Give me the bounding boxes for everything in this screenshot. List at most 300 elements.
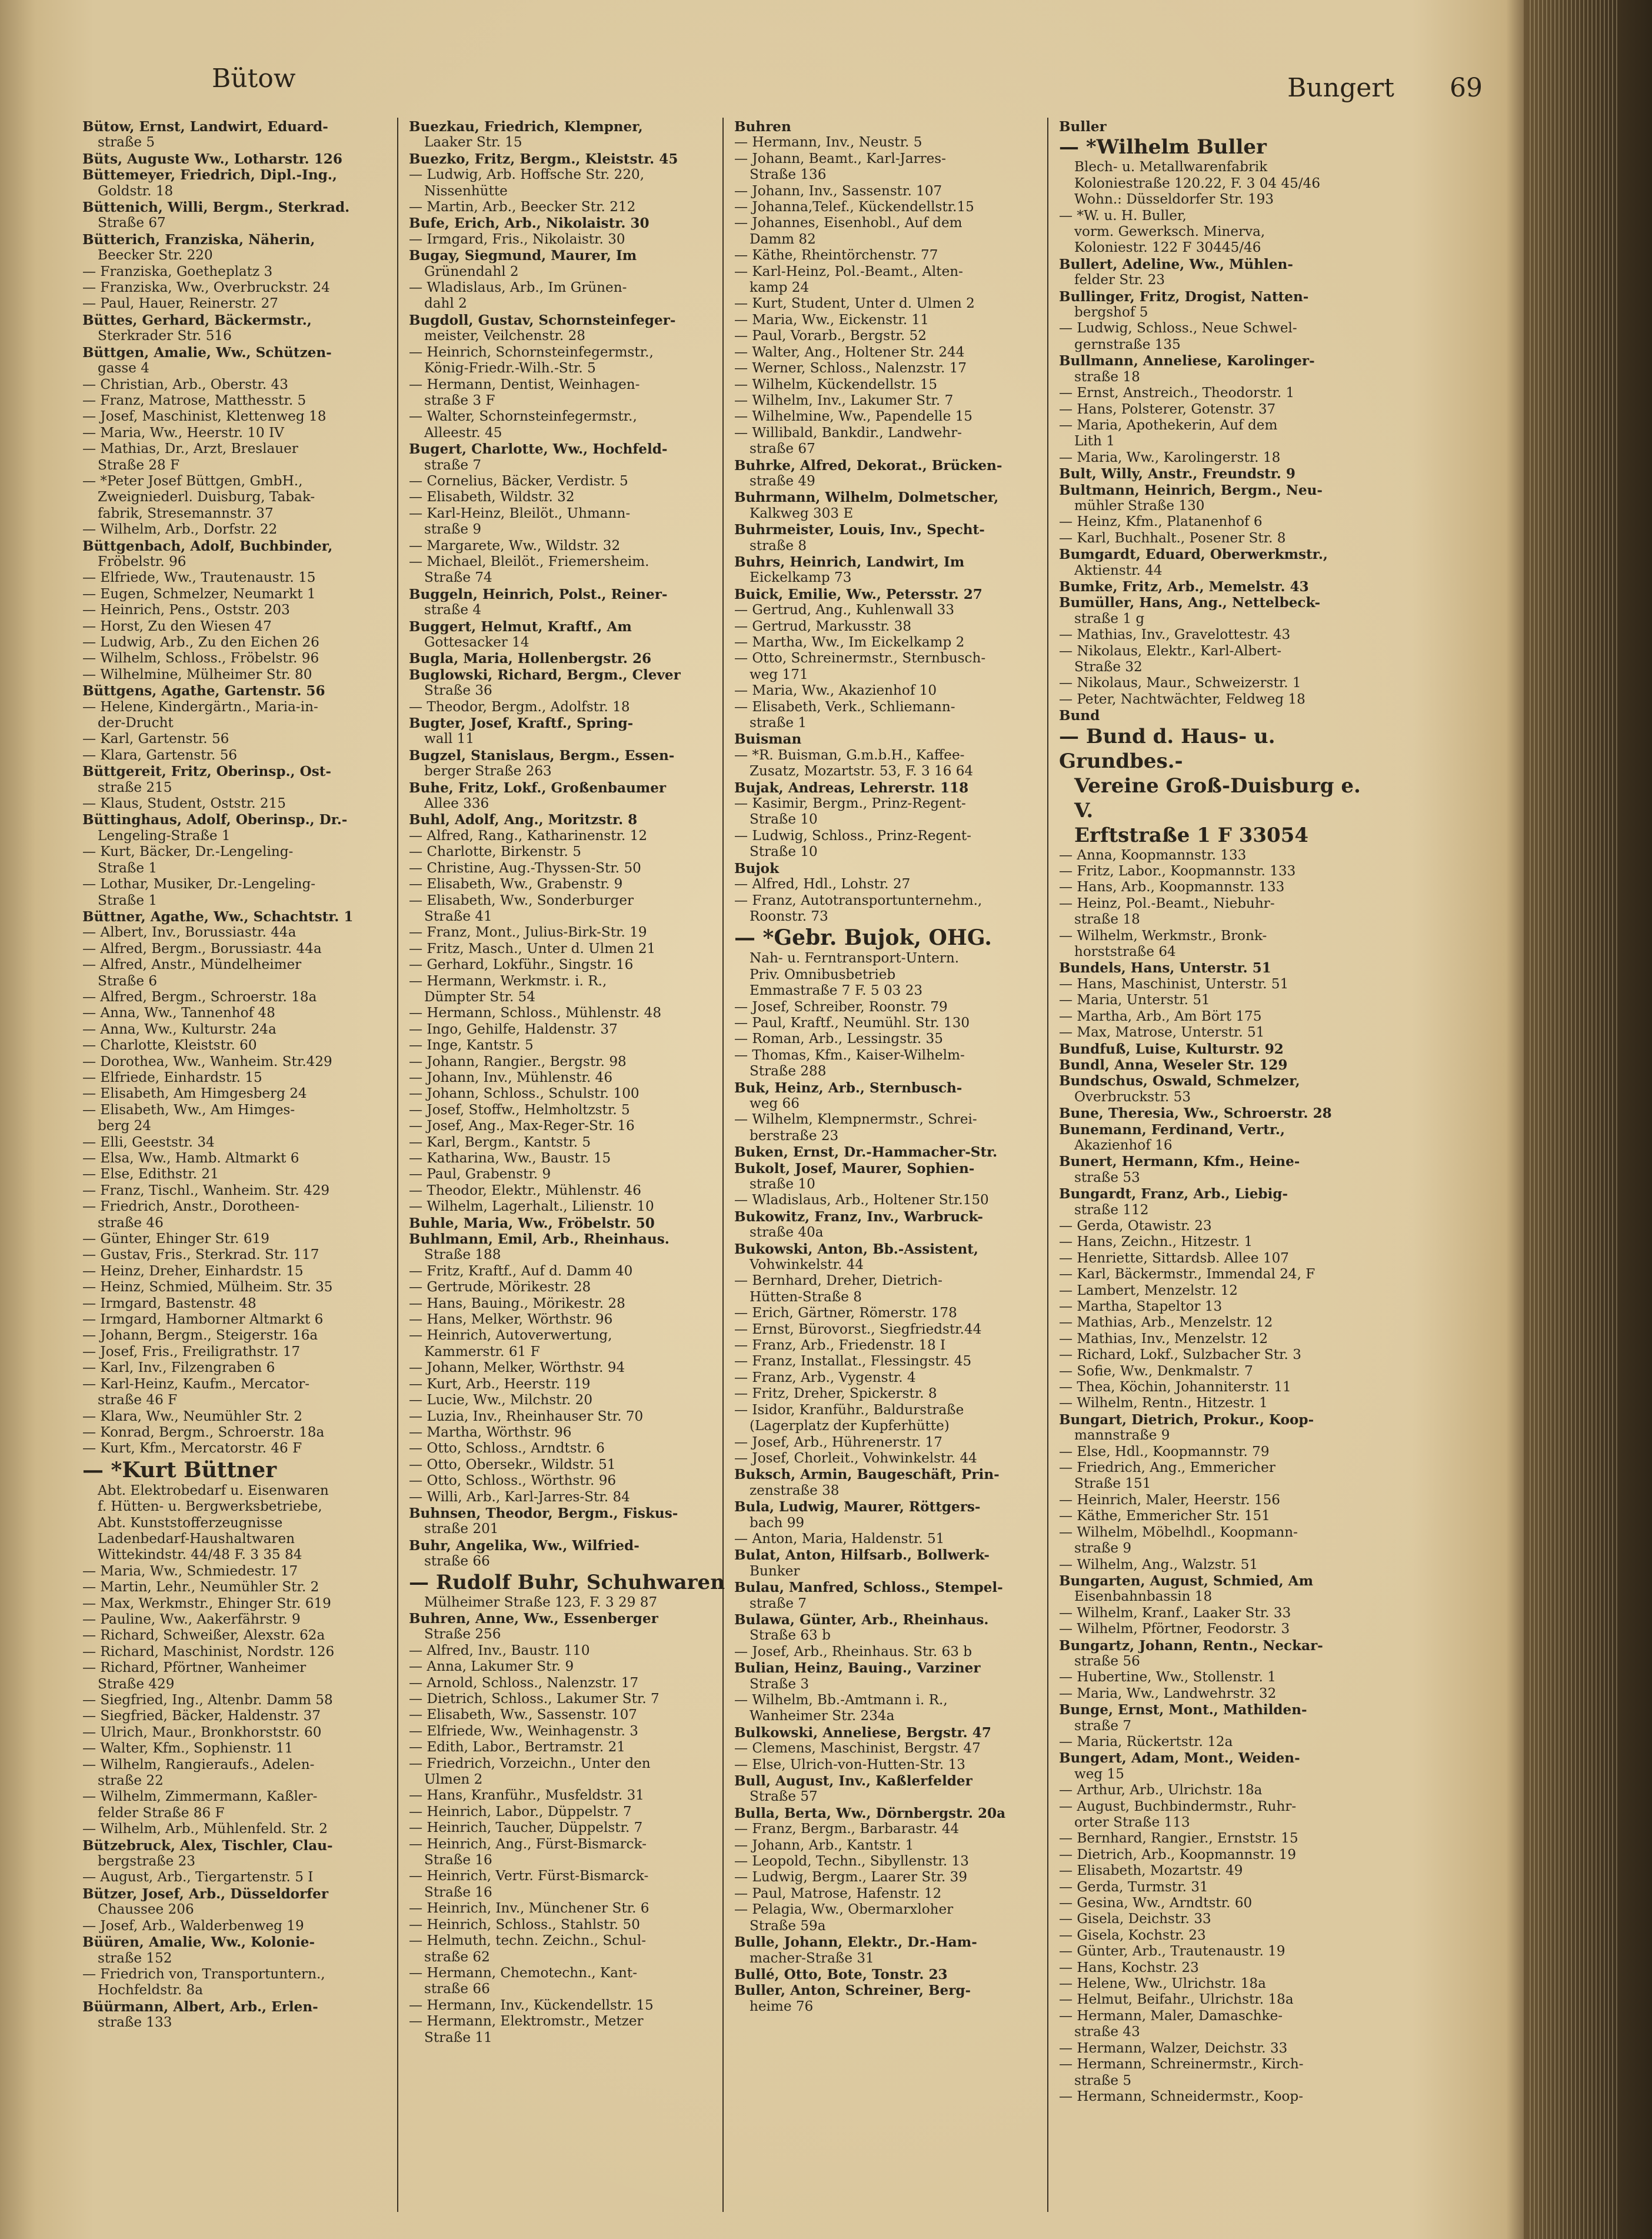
directory-line: — Heinrich, Schornsteinfegermstr.,: [409, 344, 654, 360]
directory-line: — Karl, Gartenstr. 56: [82, 731, 229, 747]
directory-line: Bund: [1059, 708, 1100, 724]
directory-line: — Alfred, Hdl., Lohstr. 27: [734, 877, 911, 892]
directory-line: — Margarete, Ww., Wildstr. 32: [409, 538, 621, 554]
directory-line: — Alfred, Bergm., Schroerstr. 18a: [82, 989, 317, 1005]
directory-line: Büttgens, Agathe, Gartenstr. 56: [82, 683, 325, 699]
directory-line: — Käthe, Rheintörchenstr. 77: [734, 248, 938, 264]
directory-line: Straße 429: [98, 1676, 175, 1692]
directory-line: straße 40a: [750, 1225, 824, 1241]
directory-line: — Hans, Arb., Koopmannstr. 133: [1059, 879, 1285, 895]
directory-line: König-Friedr.-Wilh.-Str. 5: [424, 361, 596, 377]
directory-line: gasse 4: [98, 361, 149, 377]
directory-line: Bullinger, Fritz, Drogist, Natten-: [1059, 288, 1309, 305]
directory-line: — Josef, Arb., Hührenerstr. 17: [734, 1434, 942, 1450]
directory-line: Bungert, Adam, Mont., Weiden-: [1059, 1750, 1300, 1767]
directory-line: Buhrmeister, Louis, Inv., Specht-: [734, 522, 985, 538]
directory-line: straße 215: [98, 779, 172, 795]
directory-line: Bull, August, Inv., Kaßlerfelder: [734, 1773, 972, 1790]
directory-line: Allee 336: [424, 796, 489, 812]
directory-line: Büttinghaus, Adolf, Oberinsp., Dr.-: [82, 812, 348, 828]
directory-line: Buhnsen, Theodor, Bergm., Fiskus-: [409, 1505, 678, 1521]
directory-line: — Christine, Aug.-Thyssen-Str. 50: [409, 860, 641, 876]
directory-line: Buglowski, Richard, Bergm., Clever: [409, 667, 681, 683]
directory-line: — Maria, Ww., Akazienhof 10: [734, 683, 937, 699]
directory-line: Akazienhof 16: [1074, 1137, 1173, 1153]
directory-line: — Willibald, Bankdir., Landwehr-: [734, 425, 962, 441]
directory-line: — Gustav, Fris., Sterkrad. Str. 117: [82, 1247, 319, 1263]
directory-line: Wohn.: Düsseldorfer Str. 193: [1074, 192, 1274, 208]
directory-line: Bundl, Anna, Weseler Str. 129: [1059, 1057, 1288, 1073]
directory-line: Beecker Str. 220: [98, 248, 213, 264]
directory-line: Bune, Theresia, Ww., Schroerstr. 28: [1059, 1105, 1332, 1122]
directory-line: — Friedrich von, Transportuntern.,: [82, 1966, 325, 1982]
directory-line: Straße 59a: [750, 1918, 826, 1934]
directory-line: Bütow, Ernst, Landwirt, Eduard-: [82, 119, 328, 135]
directory-line: — Christian, Arb., Oberstr. 43: [82, 377, 288, 392]
directory-line: Buken, Ernst, Dr.-Hammacher-Str.: [734, 1144, 998, 1161]
directory-line: Bulian, Heinz, Bauing., Varziner: [734, 1660, 981, 1677]
directory-line: vorm. Gewerksch. Minerva,: [1074, 224, 1265, 240]
directory-line: straße 18: [1074, 369, 1140, 385]
directory-line: — Wladislaus, Arb., Im Grünen-: [409, 280, 627, 296]
directory-line: Straße 10: [750, 844, 818, 860]
directory-line: Straße 151: [1074, 1476, 1151, 1492]
directory-line: felder Straße 86 F: [98, 1805, 225, 1821]
directory-line: Straße 6: [98, 973, 158, 989]
directory-line: — Franz, Installat., Flessingstr. 45: [734, 1354, 972, 1370]
directory-line: straße 152: [98, 1950, 172, 1966]
directory-line: Straße 16: [424, 1884, 492, 1900]
directory-line: — Gertrud, Ang., Kuhlenwall 33: [734, 602, 955, 618]
directory-line: — Richard, Maschinist, Nordstr. 126: [82, 1644, 335, 1660]
directory-line: Kammerstr. 61 F: [424, 1344, 540, 1360]
directory-line: — Hans, Polsterer, Gotenstr. 37: [1059, 401, 1276, 417]
directory-line: — Alfred, Anstr., Mündelheimer: [82, 957, 302, 973]
directory-line: Eisenbahnbassin 18: [1074, 1589, 1213, 1605]
directory-line: — Heinrich, Maler, Heerstr. 156: [1059, 1492, 1280, 1508]
page-number: 69: [1450, 73, 1483, 103]
directory-line: — Johann, Inv., Sassenstr. 107: [734, 183, 942, 199]
directory-line: — Helene, Ww., Ulrichstr. 18a: [1059, 1976, 1266, 1992]
directory-line: Bukolt, Josef, Maurer, Sophien-: [734, 1160, 975, 1177]
directory-line: Straße 57: [750, 1789, 818, 1805]
directory-line: — Bund d. Haus- u. Grundbes.-: [1059, 724, 1275, 773]
directory-line: — Konrad, Bergm., Schroerstr. 18a: [82, 1424, 325, 1440]
directory-line: — Paul, Vorarb., Bergstr. 52: [734, 328, 927, 344]
directory-line: — Franz, Arb., Friedenstr. 18 I: [734, 1338, 946, 1354]
directory-line: — Wilhelm, Werkmstr., Bronk-: [1059, 928, 1267, 944]
directory-line: — *W. u. H. Buller,: [1059, 208, 1187, 224]
directory-line: — Johann, Schloss., Schulstr. 100: [409, 1086, 640, 1102]
directory-line: — Gisela, Kochstr. 23: [1059, 1927, 1206, 1943]
directory-line: — Wilhelm, Inv., Lakumer Str. 7: [734, 392, 954, 408]
directory-line: — Franz, Bergm., Barbarastr. 44: [734, 1821, 960, 1837]
directory-line: straße 8: [750, 538, 807, 554]
directory-line: — Elisabeth, Am Himgesberg 24: [82, 1086, 307, 1102]
directory-line: — Irmgard, Hamborner Altmarkt 6: [82, 1312, 324, 1328]
directory-line: straße 5: [1074, 2073, 1132, 2088]
directory-line: berstraße 23: [750, 1128, 839, 1144]
directory-line: Buhlmann, Emil, Arb., Rheinhaus.: [409, 1231, 670, 1248]
directory-line: — Cornelius, Bäcker, Verdistr. 5: [409, 473, 628, 489]
directory-line: — Alfred, Rang., Katharinenstr. 12: [409, 828, 648, 844]
directory-line: Kalkweg 303 E: [750, 505, 854, 521]
directory-line: Bugzel, Stanislaus, Bergm., Essen-: [409, 747, 675, 764]
directory-line: Buller: [1059, 119, 1107, 135]
directory-line: Erftstraße 1 F 33054: [1074, 823, 1309, 847]
directory-line: mannstraße 9: [1074, 1428, 1170, 1444]
directory-line: straße 18: [1074, 912, 1140, 928]
directory-line: straße 7: [1074, 1718, 1132, 1734]
directory-line: bergstraße 23: [98, 1854, 196, 1870]
directory-line: weg 15: [1074, 1766, 1124, 1782]
directory-line: — *Kurt Büttner: [82, 1457, 277, 1482]
directory-line: — Walter, Schornsteinfegermstr.,: [409, 409, 637, 425]
directory-line: Overbruckstr. 53: [1074, 1089, 1191, 1105]
directory-line: Buller, Anton, Schreiner, Berg-: [734, 1983, 971, 1999]
directory-line: — Ulrich, Maur., Bronkhorststr. 60: [82, 1724, 322, 1740]
directory-line: — Anna, Koopmannstr. 133: [1059, 847, 1247, 863]
directory-line: — Kurt, Arb., Heerstr. 119: [409, 1376, 591, 1392]
directory-line: — Martin, Lehr., Neumühler Str. 2: [82, 1580, 319, 1595]
directory-line: — Thea, Köchin, Johanniterstr. 11: [1059, 1380, 1291, 1395]
directory-line: — Maria, Rückertstr. 12a: [1059, 1734, 1233, 1750]
directory-line: — Franziska, Goetheplatz 3: [82, 264, 273, 279]
directory-line: — Henriette, Sittardsb. Allee 107: [1059, 1250, 1289, 1266]
directory-line: — Siegfried, Ing., Altenbr. Damm 58: [82, 1692, 333, 1708]
directory-line: — Peter, Nachtwächter, Feldweg 18: [1059, 691, 1305, 707]
directory-line: — Mathias, Inv., Gravelottestr. 43: [1059, 627, 1291, 643]
directory-line: — Heinrich, Labor., Düppelstr. 7: [409, 1804, 632, 1820]
directory-line: Bullé, Otto, Bote, Tonstr. 23: [734, 1966, 948, 1983]
directory-line: — Roman, Arb., Lessingstr. 35: [734, 1031, 943, 1047]
directory-line: Buhl, Adolf, Ang., Moritzstr. 8: [409, 812, 638, 828]
directory-line: — Thomas, Kfm., Kaiser-Wilhelm-: [734, 1047, 965, 1063]
directory-line: Bulkowski, Anneliese, Bergstr. 47: [734, 1724, 991, 1741]
directory-line: Ulmen 2: [424, 1772, 483, 1788]
directory-line: — Elsa, Ww., Hamb. Altmarkt 6: [82, 1151, 299, 1166]
directory-line: — Wilhelm, Ang., Walzstr. 51: [1059, 1557, 1258, 1572]
directory-line: Büüren, Amalie, Ww., Kolonie-: [82, 1934, 315, 1951]
directory-line: — Otto, Obersekr., Wildstr. 51: [409, 1457, 616, 1472]
directory-line: Straße 136: [750, 167, 827, 183]
directory-line: straße 1 g: [1074, 611, 1145, 627]
directory-line: — Wilhelm, Arb., Dorfstr. 22: [82, 522, 278, 538]
directory-line: — Maria, Ww., Heerstr. 10 IV: [82, 425, 284, 441]
directory-line: bergshof 5: [1074, 305, 1148, 321]
directory-line: Straße 41: [424, 908, 492, 924]
directory-line: — Nikolaus, Maur., Schweizerstr. 1: [1059, 675, 1301, 691]
directory-line: — Ludwig, Arb., Zu den Eichen 26: [82, 635, 319, 650]
directory-line: — Richard, Pförtner, Wanheimer: [82, 1660, 307, 1676]
directory-line: Straße 28 F: [98, 457, 180, 473]
directory-line: Straße 36: [424, 683, 492, 699]
directory-line: — Hermann, Dentist, Weinhagen-: [409, 377, 640, 392]
directory-line: Büttgenbach, Adolf, Buchbinder,: [82, 538, 333, 554]
directory-line: Laaker Str. 15: [424, 135, 522, 151]
directory-line: — Anna, Lakumer Str. 9: [409, 1659, 574, 1675]
directory-line: — Gerda, Otawistr. 23: [1059, 1218, 1212, 1234]
directory-line: Büttner, Agathe, Ww., Schachtstr. 1: [82, 908, 354, 925]
directory-line: — Anna, Ww., Tannenhof 48: [82, 1005, 275, 1021]
directory-line: — Wilhelm, Bb.-Amtmann i. R.,: [734, 1692, 948, 1708]
directory-line: straße 3 F: [424, 392, 495, 408]
directory-line: — Johann, Inv., Mühlenstr. 46: [409, 1069, 613, 1085]
directory-line: — Hans, Melker, Wörthstr. 96: [409, 1312, 613, 1328]
directory-line: — Karl, Buchhalt., Posener Str. 8: [1059, 530, 1286, 546]
directory-line: — Siegfried, Bäcker, Haldenstr. 37: [82, 1708, 321, 1724]
directory-line: f. Hütten- u. Bergwerksbetriebe,: [98, 1499, 322, 1515]
directory-line: — Theodor, Bergm., Adolfstr. 18: [409, 699, 630, 715]
directory-line: — Maria, Apothekerin, Auf dem: [1059, 417, 1278, 433]
directory-line: der-Drucht: [98, 715, 174, 731]
directory-line: — Hermann, Schreinermstr., Kirch-: [1059, 2057, 1304, 2073]
directory-line: Bulla, Berta, Ww., Dörnbergstr. 20a: [734, 1805, 1006, 1821]
column-1: [82, 119, 403, 2031]
directory-line: — Helmuth, techn. Zeichn., Schul-: [409, 1933, 647, 1949]
directory-line: — Elisabeth, Wildstr. 32: [409, 489, 575, 505]
directory-line: — Irmgard, Bastenstr. 48: [82, 1295, 257, 1311]
directory-line: — Josef, Arb., Rheinhaus. Str. 63 b: [734, 1644, 972, 1660]
directory-line: — Paul, Grabenstr. 9: [409, 1167, 551, 1182]
directory-line: Bunge, Ernst, Mont., Mathilden-: [1059, 1702, 1307, 1718]
directory-line: — Charlotte, Birkenstr. 5: [409, 844, 581, 860]
directory-line: — Kurt, Bäcker, Dr.-Lengeling-: [82, 844, 294, 860]
directory-line: Koloniestr. 122 F 30445/46: [1074, 240, 1261, 256]
directory-line: straße 46 F: [98, 1392, 178, 1408]
directory-line: — Friedrich, Vorzeichn., Unter den: [409, 1755, 651, 1771]
directory-line: Vereine Groß-Duisburg e. V.: [1074, 774, 1361, 822]
directory-line: Bunert, Hermann, Kfm., Heine-: [1059, 1154, 1300, 1170]
directory-line: — Heinrich, Vertr. Fürst-Bismarck-: [409, 1868, 649, 1884]
directory-line: straße 112: [1074, 1202, 1149, 1218]
directory-line: felder Str. 23: [1074, 272, 1165, 288]
directory-line: Büürmann, Albert, Arb., Erlen-: [82, 1998, 318, 2015]
column-3: [734, 119, 1055, 2015]
directory-line: — Alfred, Inv., Baustr. 110: [409, 1642, 590, 1658]
directory-line: — Franz, Arb., Vygenstr. 4: [734, 1370, 916, 1385]
directory-line: Bujok: [734, 860, 780, 877]
directory-line: — Heinrich, Inv., Münchener Str. 6: [409, 1901, 650, 1917]
directory-line: — Johann, Beamt., Karl-Jarres-: [734, 151, 946, 166]
directory-line: — Edith, Labor., Bertramstr. 21: [409, 1740, 625, 1755]
directory-line: — Paul, Matrose, Hafenstr. 12: [734, 1885, 942, 1901]
directory-line: Buhren, Anne, Ww., Essenberger: [409, 1610, 658, 1627]
directory-line: — *Wilhelm Buller: [1059, 135, 1267, 159]
directory-line: Buhe, Fritz, Lokf., Großenbaumer: [409, 779, 667, 796]
directory-line: Wanheimer Str. 234a: [750, 1708, 895, 1724]
directory-line: — Else, Hdl., Koopmannstr. 79: [1059, 1444, 1270, 1460]
directory-line: Straße 188: [424, 1247, 501, 1263]
directory-line: — Dietrich, Schloss., Lakumer Str. 7: [409, 1691, 660, 1707]
directory-line: — Elfriede, Ww., Trautenaustr. 15: [82, 570, 316, 586]
directory-line: — Maria, Ww., Eickenstr. 11: [734, 312, 929, 328]
directory-line: — Elisabeth, Mozartstr. 49: [1059, 1863, 1243, 1879]
directory-line: — Wilhelm, Schloss., Fröbelstr. 96: [82, 651, 319, 667]
page-edges: [1530, 0, 1618, 2239]
directory-line: — Mathias, Dr., Arzt, Breslauer: [82, 441, 298, 457]
directory-line: — Wilhelm, Rangieraufs., Adelen-: [82, 1757, 315, 1772]
directory-line: — Walter, Kfm., Sophienstr. 11: [82, 1741, 294, 1757]
directory-line: horststraße 64: [1074, 944, 1176, 960]
directory-line: — Wilhelm, Zimmermann, Kaßler-: [82, 1789, 318, 1805]
directory-line: — Clemens, Maschinist, Bergstr. 47: [734, 1741, 981, 1757]
directory-line: — Martha, Ww., Im Eickelkamp 2: [734, 635, 965, 650]
directory-line: — Willi, Arb., Karl-Jarres-Str. 84: [409, 1489, 630, 1505]
directory-line: — August, Arb., Tiergartenstr. 5 I: [82, 1870, 314, 1885]
directory-line: — Hermann, Chemotechn., Kant-: [409, 1965, 638, 1981]
directory-line: straße 1: [750, 715, 807, 731]
directory-line: orter Straße 113: [1074, 1815, 1190, 1830]
directory-line: straße 49: [750, 473, 815, 489]
directory-line: — Günter, Arb., Trautenaustr. 19: [1059, 1944, 1285, 1960]
directory-line: straße 7: [424, 457, 482, 473]
directory-line: — Heinrich, Autoverwertung,: [409, 1328, 612, 1344]
directory-line: — Josef, Schreiber, Roonstr. 79: [734, 999, 948, 1015]
directory-line: (Lagerplatz der Kupferhütte): [750, 1418, 950, 1434]
directory-line: — Fritz, Kraftf., Auf d. Damm 40: [409, 1263, 633, 1279]
directory-line: — Karl-Heinz, Kaufm., Mercator-: [82, 1376, 310, 1392]
directory-line: Bungartz, Johann, Rentn., Neckar-: [1059, 1637, 1323, 1654]
directory-line: — Arnold, Schloss., Nalenzstr. 17: [409, 1675, 639, 1691]
directory-line: — Helene, Kindergärtn., Maria-in-: [82, 699, 318, 715]
directory-line: bach 99: [750, 1515, 805, 1531]
directory-line: Bugert, Charlotte, Ww., Hochfeld-: [409, 441, 668, 458]
directory-line: — Elisabeth, Ww., Sonderburger: [409, 892, 634, 908]
directory-line: — Gerhard, Lokführ., Singstr. 16: [409, 957, 634, 973]
directory-line: Buhrke, Alfred, Dekorat., Brücken-: [734, 457, 1002, 474]
column-2: [409, 119, 730, 2046]
directory-line: — Wilhelm, Kückendellstr. 15: [734, 377, 938, 392]
directory-line: — Ingo, Gehilfe, Haldenstr. 37: [409, 1021, 618, 1037]
directory-line: — Irmgard, Fris., Nikolaistr. 30: [409, 231, 625, 247]
directory-line: Lith 1: [1074, 434, 1115, 449]
directory-line: — Martha, Arb., Am Bört 175: [1059, 1008, 1262, 1024]
column-4: [1059, 119, 1365, 2105]
directory-line: — Rudolf Buhr, Schuhwaren: [409, 1570, 725, 1594]
directory-line: Abt. Kunststofferzeugnisse: [98, 1515, 283, 1531]
directory-line: — Sofie, Ww., Denkmalstr. 7: [1059, 1363, 1253, 1379]
directory-line: — Fritz, Dreher, Spickerstr. 8: [734, 1386, 937, 1402]
directory-line: weg 66: [750, 1095, 800, 1111]
directory-line: Straße 1: [98, 860, 158, 876]
directory-line: — Inge, Kantstr. 5: [409, 1038, 534, 1054]
directory-line: Bundschus, Oswald, Schmelzer,: [1059, 1073, 1300, 1089]
directory-line: — Richard, Schweißer, Alexstr. 62a: [82, 1628, 325, 1644]
directory-line: Ladenbedarf-Haushaltwaren: [98, 1531, 295, 1547]
directory-line: — Heinz, Pol.-Beamt., Niebuhr-: [1059, 895, 1275, 911]
directory-line: dahl 2: [424, 296, 467, 312]
directory-line: macher-Straße 31: [750, 1950, 874, 1966]
directory-line: — Kurt, Kfm., Mercatorstr. 46 F: [82, 1441, 302, 1457]
directory-line: straße 62: [424, 1949, 490, 1965]
directory-line: Bultmann, Heinrich, Bergm., Neu-: [1059, 482, 1323, 498]
directory-line: — Josef, Stoffw., Helmholtzstr. 5: [409, 1102, 630, 1118]
directory-line: — Maria, Ww., Karolingerstr. 18: [1059, 449, 1281, 465]
directory-line: — Ernst, Anstreich., Theodorstr. 1: [1059, 385, 1295, 401]
directory-line: Buhrs, Heinrich, Landwirt, Im: [734, 554, 965, 570]
directory-line: — Kasimir, Bergm., Prinz-Regent-: [734, 796, 966, 812]
directory-line: — Hermann, Inv., Kückendellstr. 15: [409, 1997, 654, 2013]
directory-line: — Richard, Lokf., Sulzbacher Str. 3: [1059, 1347, 1301, 1363]
directory-line: — Charlotte, Kleiststr. 60: [82, 1038, 257, 1054]
directory-line: Grünendahl 2: [424, 264, 519, 279]
directory-line: — Käthe, Emmericher Str. 151: [1059, 1508, 1270, 1524]
directory-line: — Otto, Schreinermstr., Sternbusch-: [734, 651, 986, 667]
directory-line: — Michael, Bleilöt., Friemersheim.: [409, 554, 650, 569]
directory-line: — Josef, Maschinist, Klettenweg 18: [82, 409, 327, 425]
directory-line: Straße 74: [424, 570, 492, 586]
directory-line: Bumgardt, Eduard, Oberwerkmstr.,: [1059, 547, 1328, 563]
directory-line: — Heinz, Kfm., Platanenhof 6: [1059, 514, 1263, 530]
directory-line: — Heinz, Schmied, Mülheim. Str. 35: [82, 1280, 333, 1295]
directory-line: Koloniestraße 120.22, F. 3 04 45/46: [1074, 175, 1321, 191]
directory-line: — Günter, Ehinger Str. 619: [82, 1231, 269, 1247]
directory-line: straße 46: [98, 1215, 164, 1231]
directory-line: Damm 82: [750, 231, 816, 247]
directory-line: — August, Buchbindermstr., Ruhr-: [1059, 1798, 1297, 1814]
directory-line: Büttgereit, Fritz, Oberinsp., Ost-: [82, 764, 331, 780]
directory-line: Straße 1: [98, 892, 158, 908]
directory-line: — Hans, Zeichn., Hitzestr. 1: [1059, 1234, 1253, 1250]
directory-line: Bula, Ludwig, Maurer, Röttgers-: [734, 1499, 981, 1515]
directory-line: straße 66: [424, 1981, 490, 1997]
directory-line: heime 76: [750, 1998, 814, 2014]
directory-line: — Walter, Ang., Holtener Str. 244: [734, 344, 965, 360]
directory-line: — Nikolaus, Elektr., Karl-Albert-: [1059, 643, 1282, 659]
directory-line: — Heinz, Dreher, Einhardstr. 15: [82, 1263, 304, 1279]
directory-line: Eickelkamp 73: [750, 570, 852, 586]
directory-line: Bulle, Johann, Elektr., Dr.-Ham-: [734, 1934, 977, 1951]
directory-line: Bungardt, Franz, Arb., Liebig-: [1059, 1186, 1288, 1202]
directory-line: — Paul, Kraftf., Neumühl. Str. 130: [734, 1015, 970, 1031]
directory-line: — Karl-Heinz, Pol.-Beamt., Alten-: [734, 264, 963, 279]
directory-line: — Karl, Inv., Filzengraben 6: [82, 1360, 275, 1376]
directory-line: — Johann, Arb., Kantstr. 1: [734, 1837, 914, 1853]
directory-line: Bullmann, Anneliese, Karolinger-: [1059, 353, 1315, 369]
directory-line: Buhle, Maria, Ww., Fröbelstr. 50: [409, 1215, 655, 1231]
directory-line: — Ludwig, Schloss., Prinz-Regent-: [734, 828, 971, 844]
directory-line: Bulat, Anton, Hilfsarb., Bollwerk-: [734, 1547, 990, 1564]
directory-line: Buhrmann, Wilhelm, Dolmetscher,: [734, 489, 999, 506]
directory-line: straße 7: [750, 1595, 807, 1611]
directory-line: — Klara, Gartenstr. 56: [82, 747, 238, 763]
directory-line: — Else, Ulrich-von-Hutten-Str. 13: [734, 1757, 965, 1772]
directory-line: — Hermann, Werkmstr. i. R.,: [409, 973, 607, 989]
directory-line: zenstraße 38: [750, 1482, 840, 1498]
directory-line: straße 43: [1074, 2024, 1140, 2040]
directory-line: gernstraße 135: [1074, 336, 1181, 352]
directory-line: Nissenhütte: [424, 183, 508, 199]
directory-line: straße 9: [424, 522, 482, 538]
directory-line: Bütterich, Franziska, Näherin,: [82, 231, 315, 248]
directory-line: Bunker: [750, 1563, 800, 1579]
directory-line: Bukowitz, Franz, Inv., Warbruck-: [734, 1208, 984, 1225]
directory-line: — Gerda, Turmstr. 31: [1059, 1879, 1208, 1895]
directory-line: Bukowski, Anton, Bb.-Assistent,: [734, 1241, 978, 1257]
directory-line: Zweigniederl. Duisburg, Tabak-: [98, 489, 315, 505]
directory-line: Büttgen, Amalie, Ww., Schützen-: [82, 344, 332, 361]
directory-line: weg 171: [750, 667, 808, 682]
directory-line: — Hans, Kochstr. 23: [1059, 1960, 1199, 1975]
directory-line: Abt. Elektrobedarf u. Eisenwaren: [98, 1482, 329, 1498]
directory-line: berg 24: [98, 1118, 151, 1134]
directory-line: — Johannes, Eisenhobl., Auf dem: [734, 215, 962, 231]
directory-line: Zusatz, Mozartstr. 53, F. 3 16 64: [750, 764, 974, 779]
directory-line: — Hermann, Schloss., Mühlenstr. 48: [409, 1005, 662, 1021]
directory-line: Alleestr. 45: [424, 425, 502, 441]
directory-line: — Ludwig, Arb. Hoffsche Str. 220,: [409, 167, 645, 183]
